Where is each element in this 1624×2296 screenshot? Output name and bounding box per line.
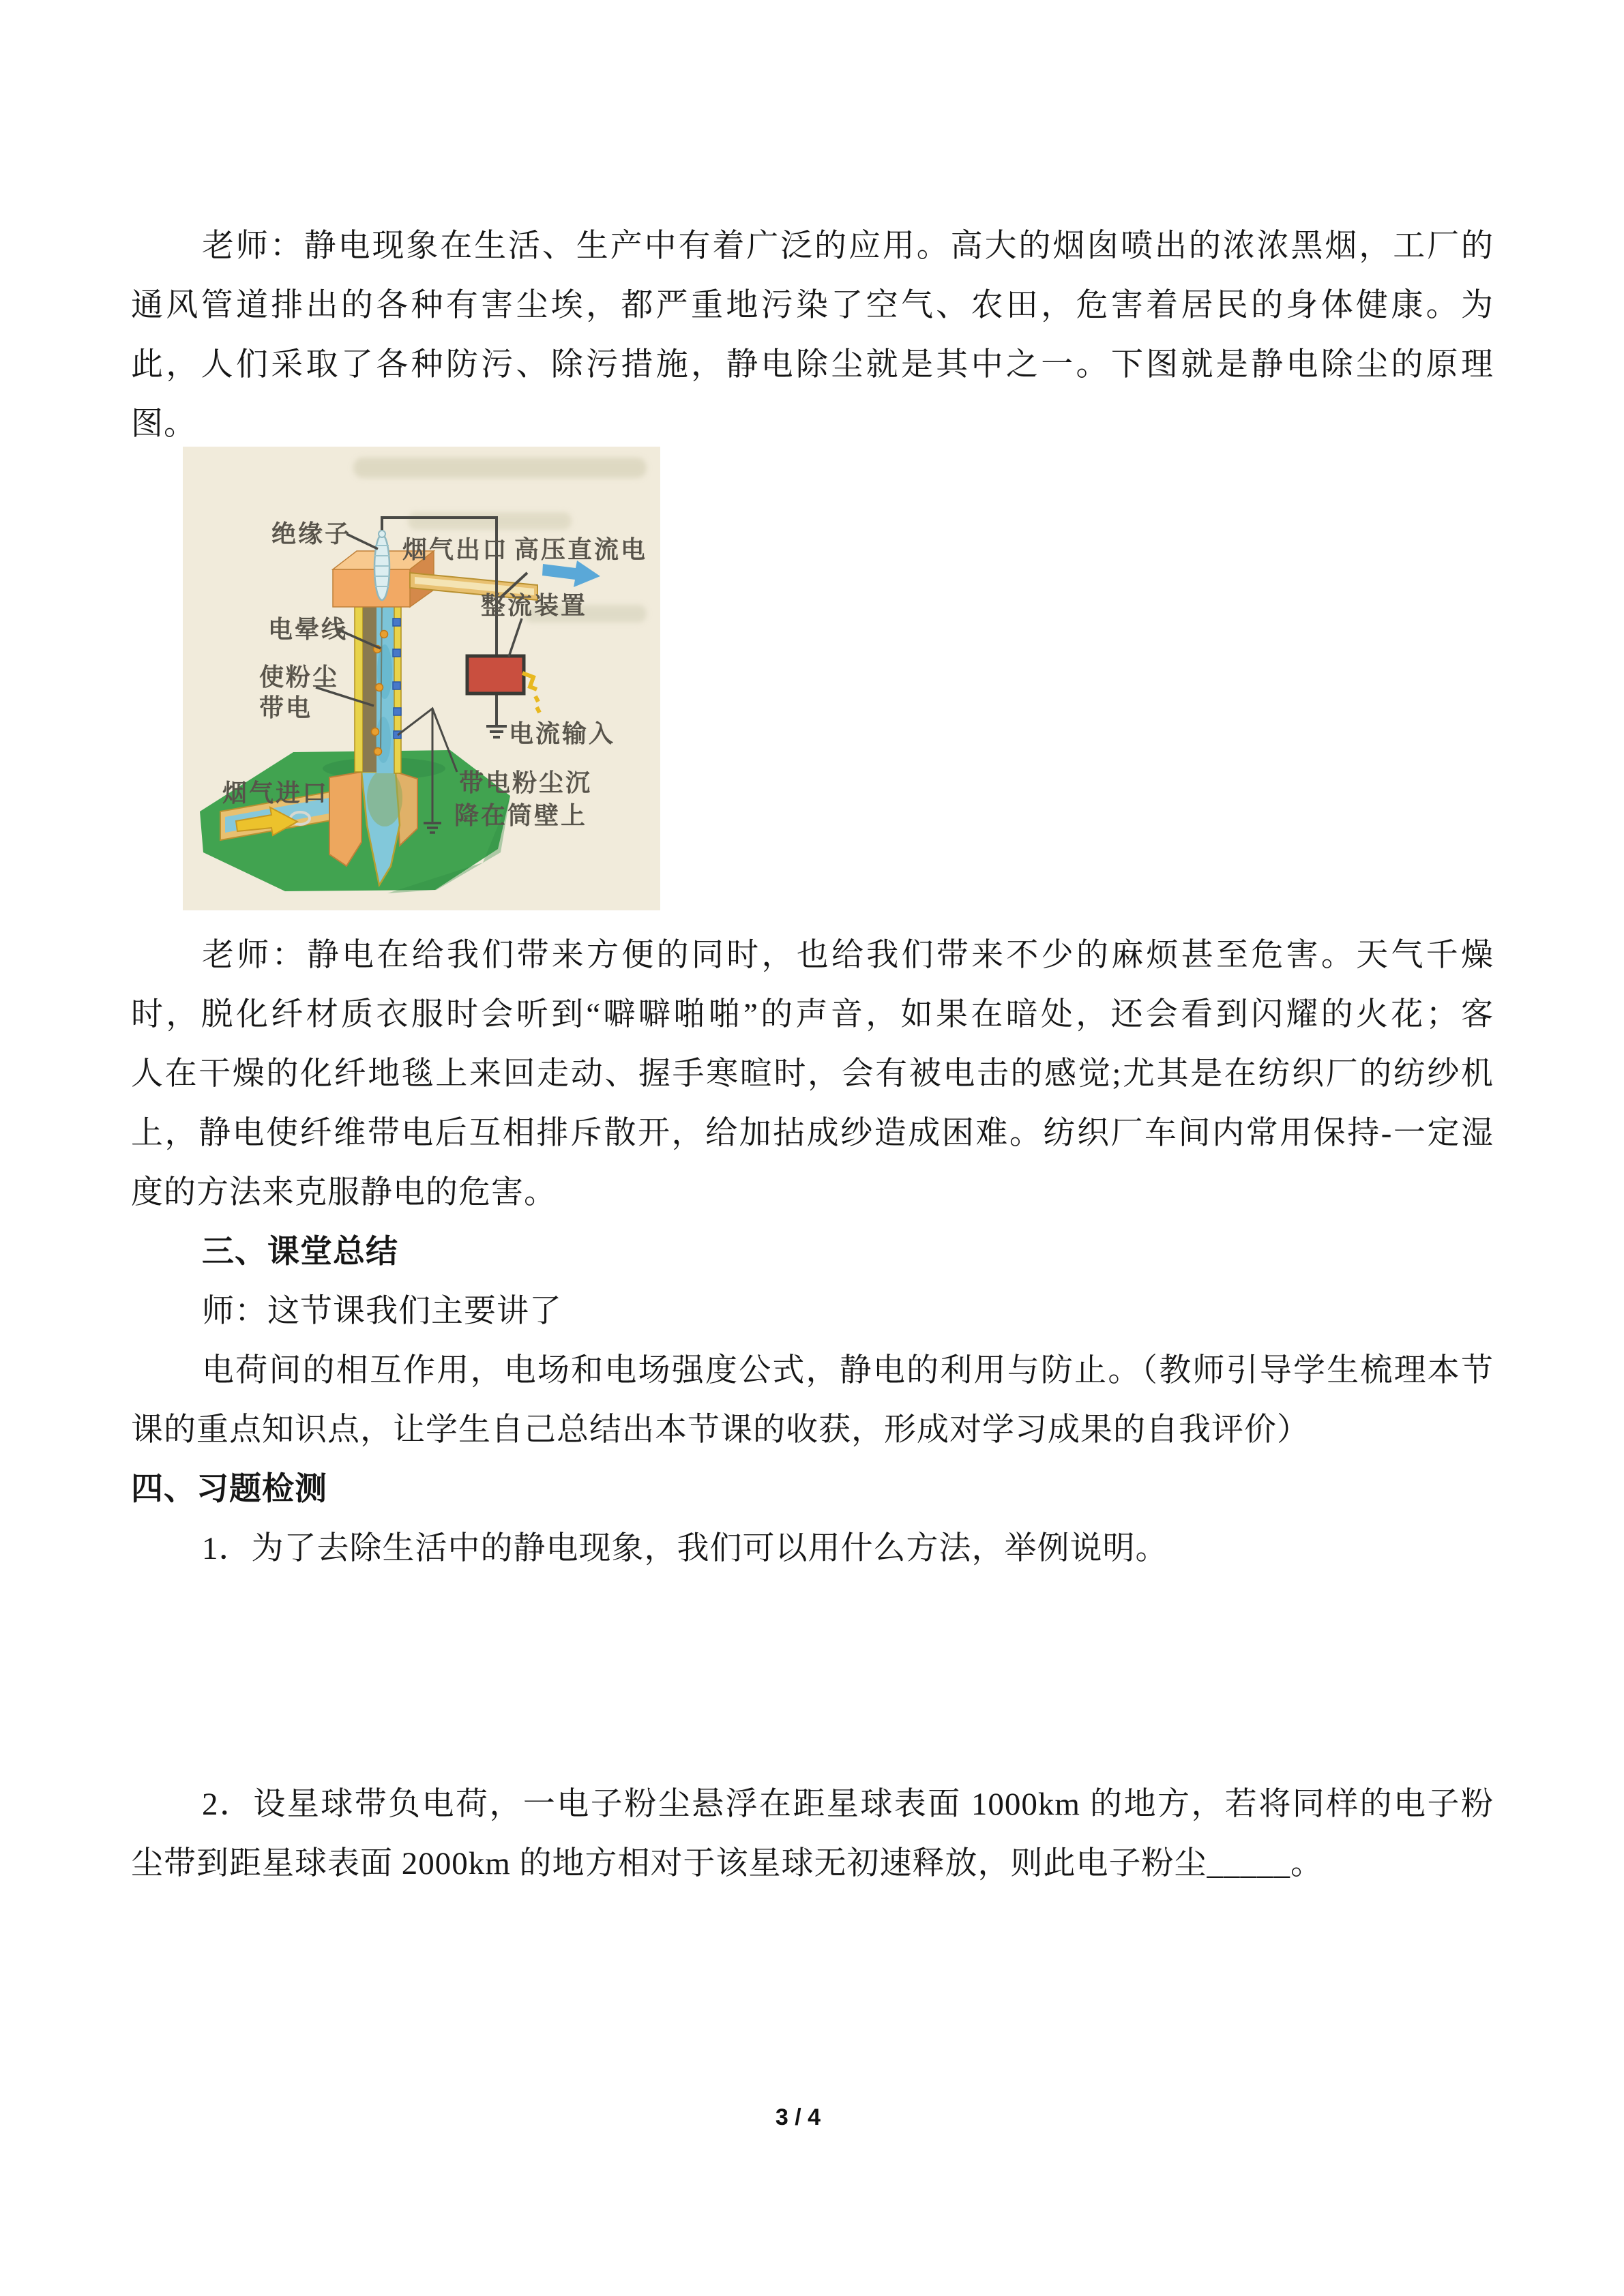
figure-label-corona-wire: 电晕线 (268, 616, 349, 643)
exercise-question-2: 2．设星球带负电荷，一电子粉尘悬浮在距星球表面 1000km 的地方，若将同样的电子粉 (202, 1787, 1494, 1822)
exercise-question-2-cont: 尘带到距星球表面 2000km 的地方相对于该星球无初速释放，则此电子粉尘_____。 (131, 1846, 1324, 1881)
figure-label-gas-outlet: 烟气出口 (402, 536, 510, 563)
doc-line: 度的方法来克服静电的危害。 (131, 1175, 557, 1210)
doc-line: 时，脱化纤材质衣服时会听到“噼噼啪啪”的声音，如果在暗处，还会看到闪耀的火花；客 (131, 997, 1494, 1032)
doc-line: 老师：静电现象在生活、生产中有着广泛的应用。高大的烟囱喷出的浓浓黑烟，工厂的 (202, 228, 1494, 264)
exercise-question-1: 1．为了去除生活中的静电现象，我们可以用什么方法，举例说明。 (202, 1531, 1168, 1566)
precipitator-figure (183, 447, 660, 910)
doc-line: 师：这节课我们主要讲了 (202, 1294, 562, 1329)
doc-line: 通风管道排出的各种有害尘埃，都严重地污染了空气、农田，危害着居民的身体健康。为 (131, 288, 1494, 323)
rectifier-box (467, 656, 524, 694)
doc-line: 电荷间的相互作用，电场和电场强度公式，静电的利用与防止。（教师引导学生梳理本节 (202, 1353, 1494, 1388)
figure-label-charge-dust-2: 带电 (259, 694, 313, 721)
figure-label-gas-inlet: 烟气进口 (222, 779, 329, 807)
doc-line: 人在干燥的化纤地毯上来回走动、握手寒暄时，会有被电击的感觉;尤其是在纺织厂的纺纱机 (131, 1056, 1494, 1092)
doc-line: 上，静电使纤维带电后互相排斥散开，给加拈成纱造成困难。纺织厂车间内常用保持-一定湿 (131, 1116, 1494, 1151)
doc-line: 课的重点知识点，让学生自己总结出本节课的收获，形成对学习成果的自我评价） (131, 1412, 1310, 1448)
figure-label-dust-settle-1: 带电粉尘沉 (459, 769, 593, 796)
figure-label-rectifier: 整流装置 (481, 592, 588, 619)
doc-line: 老师：静电在给我们带来方便的同时，也给我们带来不少的麻烦甚至危害。天气千燥 (202, 938, 1494, 973)
section-heading-exercises: 四、习题检测 (131, 1472, 327, 1507)
figure-label-hv-dc: 高压直流电 (514, 536, 648, 563)
figure-label-current-input: 电流输入 (509, 720, 616, 747)
page-number: 3 / 4 (775, 2104, 821, 2130)
doc-line: 此，人们采取了各种防污、除污措施，静电除尘就是其中之一。下图就是静电除尘的原理 (131, 347, 1494, 383)
insulator (374, 531, 389, 600)
precipitator-diagram (183, 447, 660, 910)
figure-label-charge-dust-1: 使粉尘 (259, 664, 340, 691)
figure-label-insulator: 绝缘子 (271, 520, 352, 548)
doc-line: 图。 (131, 406, 196, 442)
figure-label-dust-settle-2: 降在筒壁上 (454, 802, 588, 829)
section-heading-summary: 三、课堂总结 (202, 1234, 398, 1270)
